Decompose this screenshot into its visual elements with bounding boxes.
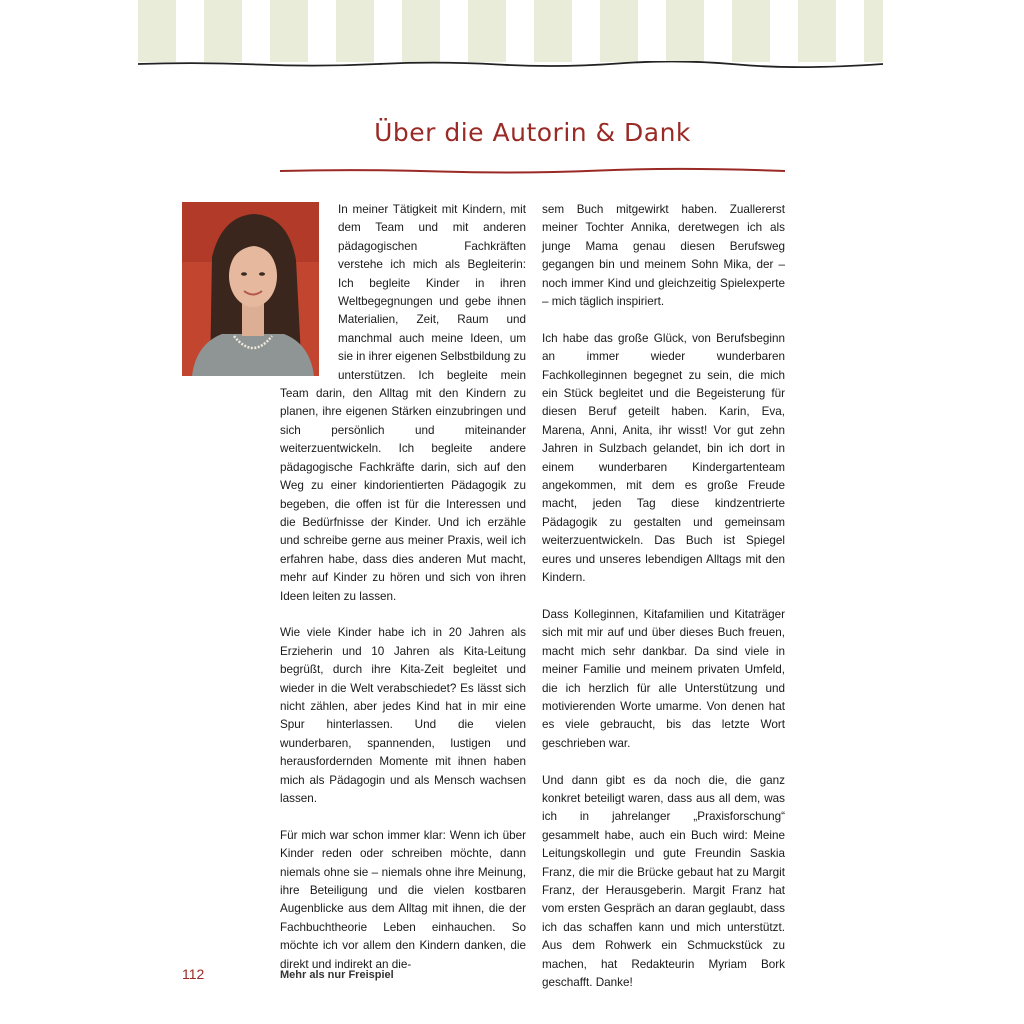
paragraph: Dass Kolleginnen, Kitafamilien und Kitaträger sich mit mir auf und über dieses Buch freuen, macht mich sehr dankbar. Da sind viele in meiner Familie und meinem privaten Umfeld, die ich herzlich für alle Unterstützung und motivierenden Worte umarme. Von denen hat es viele gebraucht, bis das letzte Wort geschrieben war.: [542, 607, 785, 750]
paragraph: Für mich war schon immer klar: Wenn ich über Kinder reden oder schreiben möchte, dann niemals ohne sie – niemals ohne ihre Meinung, ihre Beteiligung und die vielen kostbaren Augenblicke aus dem Alltag mit ihnen, die der Fachbuchtheorie Leben einhauchen. So möchte ich vor allem den Kindern danken, die direkt und indirekt an die-: [280, 828, 526, 971]
page-number: 112: [182, 966, 205, 982]
header-rule: [138, 61, 883, 68]
paragraph: Wie viele Kinder habe ich in 20 Jahren als Erzieherin und 10 Jahren als Kita-Leitung begrüßt, durch ihre Kita-Zeit begleitet und wieder in die Welt verabschiedet? Es lässt sich nicht zählen, aber jedes Kind hat in mir eine Spur hinterlassen. Und die vielen wunderbaren, spannenden, lustigen und herausfordernden Momente mit ihnen haben mich als Pädagogin und als Mensch wachsen lassen.: [280, 626, 526, 805]
text-column-right: [542, 201, 785, 1011]
running-title: Mehr als nur Freispiel: [280, 969, 394, 981]
paragraph: Und dann gibt es da noch die, die ganz konkret beteiligt waren, dass aus all dem, was ich in jahrelanger „Praxisforschung“ gesammelt habe, auch ein Buch wird: Meine Leitungskollegin und gute Freundin Saskia Franz, die mir die Brücke gebaut hat zu Margit Franz, der Herausgeberin. Margit Franz hat vom ersten Gespräch an daran geglaubt, dass ich das schaffen kann und mich unterstützt. Aus dem Rohwerk ein Schmuckstück zu machen, hat Redakteurin Myriam Bork geschafft. Danke!: [542, 773, 785, 990]
page-title: Über die Autorin & Dank: [374, 118, 691, 147]
paragraph: sem Buch mitgewirkt haben. Zuallererst meiner Tochter Annika, deretwegen ich als junge Mama genau diesen Berufsweg gegangen bin und meinem Sohn Mika, der – noch immer Kind und gleichzeitig Spielexperte – mich täglich inspiriert.: [542, 203, 785, 309]
paragraph: In meiner Tätigkeit mit Kindern, mit dem Team und mit anderen pädagogischen Fachkräften verstehe ich mich als Begleiterin: Ich begleite Kinder in ihren Weltbegegnungen und gebe ihnen Materialien, Zeit, Raum und manchmal auch meine Ideen, um sie in ihrer eigenen Selbstbildung zu unterstützen. Ich begleite mein Team darin, den Alltag mit den Kindern zu planen, ihre eigenen Stärken einzubringen und sich persönlich und miteinander weiterzuentwickeln. Ich begleite andere pädagogische Fachkräfte darin, sich auf den Weg zu einer kindorientierten Pädagogik zu begeben, die offen ist für die Interessen und die Bedürfnisse der Kinder. Und ich erzähle und schreibe gerne aus meiner Praxis, weil ich erfahren habe, dass dies anderen Mut macht, mehr auf Kinder zu hören und sich von ihren Ideen leiten zu lassen.: [280, 203, 526, 603]
title-underline: [280, 167, 785, 175]
header-stripes: [138, 0, 883, 62]
photo-spacer: [280, 201, 338, 385]
text-column-left: [280, 201, 526, 992]
paragraph: Ich habe das große Glück, von Berufsbeginn an immer wieder wunderbaren Fachkolleginnen begegnet zu sein, die mich ein Stück begleitet und die Begeisterung für diesen Beruf geteilt haben. Karin, Eva, Marena, Anni, Anita, ihr wisst! Vor gut zehn Jahren in Sulzbach gelandet, bin ich dort in einem wunderbaren Kindergartenteam angekommen, mit dem es große Freude macht, jeden Tag diese kindzentrierte Pädagogik zu gestalten und gemeinsam weiterzuentwickeln. Das Buch ist Spiegel eures und unseres lebendigen Alltags mit den Kindern.: [542, 331, 785, 585]
